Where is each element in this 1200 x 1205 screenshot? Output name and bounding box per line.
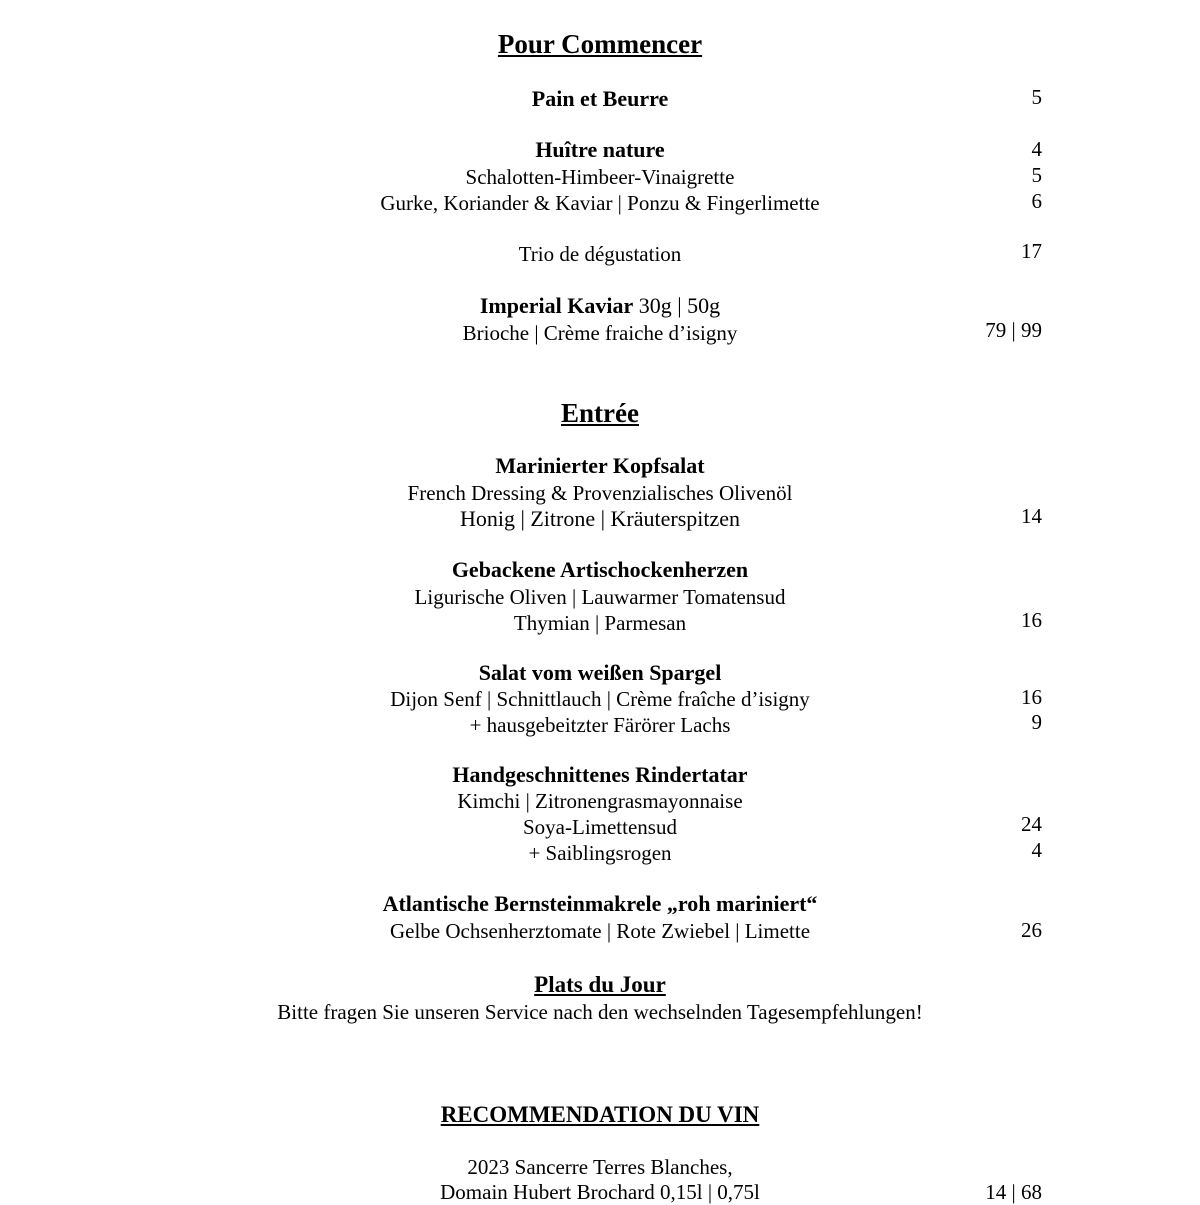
kopfsalat-description-2: Honig | Zitrone | Kräuterspitzen <box>459 506 741 531</box>
artischocken-description-2: Thymian | Parmesan <box>513 611 687 635</box>
tatar-description-2: Soya-Limettensud <box>523 815 677 839</box>
price-spargel-addon: 9 <box>1031 710 1042 734</box>
spargel-addon: + hausgebeitzter Färörer Lachs <box>469 713 731 737</box>
tatar-description-1: Kimchi | Zitronengrasmayonnaise <box>457 789 743 813</box>
dish-marinierter-kopfsalat: Marinierter Kopfsalat <box>495 453 705 478</box>
price-huitre-option-2: 6 <box>1031 189 1042 213</box>
plats-du-jour-text: Bitte fragen Sie unseren Service nach den wechselnden Tagesempfehlungen! <box>277 1000 923 1024</box>
price-gebackene-artischockenherzen: 16 <box>1021 608 1042 632</box>
dish-pain-et-beurre: Pain et Beurre <box>531 86 669 111</box>
huitre-option-1: Schalotten-Himbeer-Vinaigrette <box>465 165 735 189</box>
huitre-option-2: Gurke, Koriander & Kaviar | Ponzu & Fingerlimette <box>380 191 820 215</box>
price-huitre-option-1: 5 <box>1031 163 1042 187</box>
kaviar-sizes: 30g | 50g <box>633 293 721 318</box>
price-handgeschnittenes-rindertatar: 24 <box>1021 812 1042 836</box>
price-pain-et-beurre: 5 <box>1031 85 1042 109</box>
section-title-pour-commencer: Pour Commencer <box>497 29 703 59</box>
artischocken-description-1: Ligurische Oliven | Lauwarmer Tomatensud <box>414 585 786 609</box>
tatar-addon: + Saiblingsrogen <box>528 841 672 865</box>
section-title-plats-du-jour: Plats du Jour <box>534 972 666 997</box>
section-title-entree: Entrée <box>561 398 639 428</box>
price-imperial-kaviar: 79 | 99 <box>985 318 1042 342</box>
kopfsalat-description-1: French Dressing & Provenzialisches Olivenöl <box>407 481 793 505</box>
dish-huitre-nature: Huître nature <box>535 137 665 162</box>
dish-atlantische-bernsteinmakrele: Atlantische Bernsteinmakrele „roh mariniert“ <box>382 891 818 916</box>
wine-line-1: 2023 Sancerre Terres Blanches, <box>467 1155 733 1179</box>
price-salat-vom-weissen-spargel: 16 <box>1021 685 1042 709</box>
price-tatar-addon: 4 <box>1031 838 1042 862</box>
price-trio-de-degustation: 17 <box>1021 239 1042 263</box>
kaviar-name: Imperial Kaviar <box>479 293 634 318</box>
dish-gebackene-artischockenherzen: Gebackene Artischockenherzen <box>451 557 749 582</box>
dish-imperial-kaviar <box>0 293 1200 319</box>
price-marinierter-kopfsalat: 14 <box>1021 504 1042 528</box>
dish-salat-vom-weissen-spargel: Salat vom weißen Spargel <box>478 660 722 685</box>
kaviar-description: Brioche | Crème fraiche d’isigny <box>462 321 738 345</box>
price-huitre-nature: 4 <box>1031 137 1042 161</box>
makrele-description: Gelbe Ochsenherztomate | Rote Zwiebel | Limette <box>389 919 811 943</box>
spargel-description-1: Dijon Senf | Schnittlauch | Crème fraîche d’isigny <box>390 687 810 711</box>
dish-trio-de-degustation: Trio de dégustation <box>518 242 682 266</box>
dish-handgeschnittenes-rindertatar: Handgeschnittenes Rindertatar <box>452 762 748 787</box>
wine-line-2: Domain Hubert Brochard 0,15l | 0,75l <box>440 1180 760 1204</box>
price-wine: 14 | 68 <box>985 1180 1042 1204</box>
price-atlantische-bernsteinmakrele: 26 <box>1021 918 1042 942</box>
section-title-recommendation-du-vin: RECOMMENDATION DU VIN <box>440 1102 760 1127</box>
